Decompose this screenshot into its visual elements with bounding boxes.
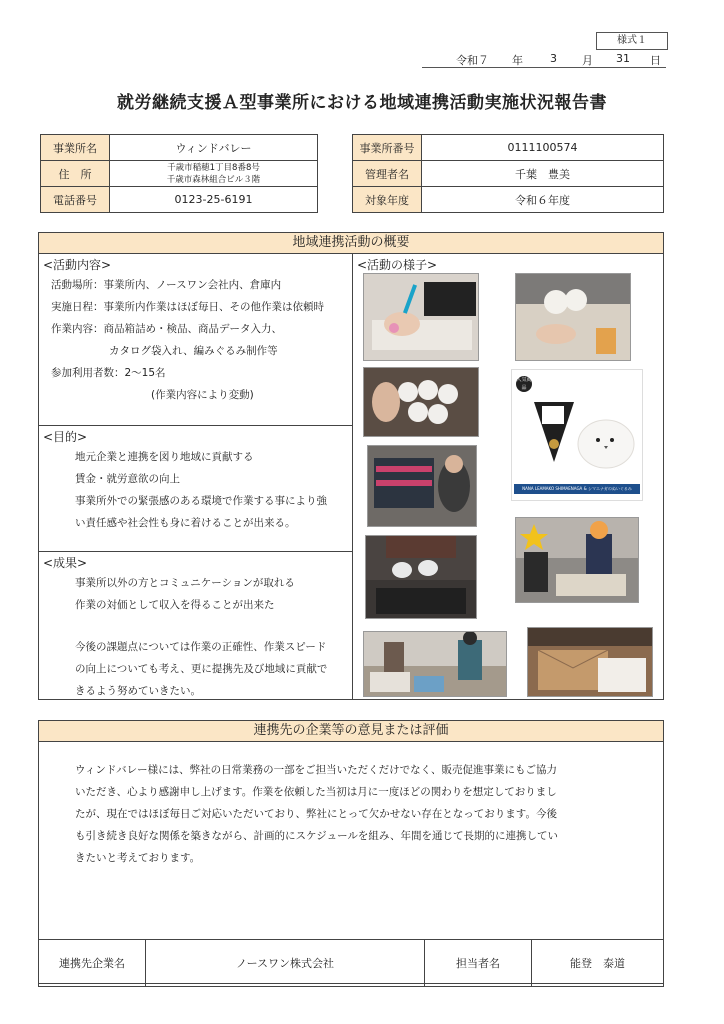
evaluation-line: も引き続き良好な関係を築きながら、計画的にスケジュールを組み、年間を通じて長期的に連携してい <box>75 830 558 842</box>
activity-photo <box>363 631 507 697</box>
results-item: の向上についても考え、更に提携先及び地域に貢献で <box>75 663 328 675</box>
partner-table <box>38 939 664 987</box>
product-illustration <box>512 370 642 480</box>
participants: 参加利用者数：2～15名 <box>51 367 166 379</box>
purpose-item: 地元企業と連携を図り地域に貢献する <box>75 451 254 463</box>
facility-name-value: ウィンドバレー <box>110 135 318 161</box>
photos-title: <活動の様子> <box>357 258 438 272</box>
manager-label: 管理者名 <box>353 161 422 187</box>
photo-warehouse-inspection <box>364 632 506 696</box>
results-item: きるよう努めていきたい。 <box>75 685 201 697</box>
results-title: <成果> <box>43 556 88 570</box>
evaluation-header: 連携先の企業等の意見または評価 <box>39 721 663 742</box>
activity-photo <box>363 367 479 437</box>
facility-info-table <box>40 134 318 213</box>
report-date <box>422 52 666 68</box>
activity-schedule: 実施日程：事業所内作業はほぼ毎日、その他作業は依頼時 <box>51 301 324 313</box>
activity-photo <box>363 273 479 361</box>
activity-photo <box>365 535 477 619</box>
results-item: 今後の課題点については作業の正確性、作業スピード <box>75 641 327 653</box>
phone-label: 電話番号 <box>41 187 110 213</box>
facility-id-table <box>352 134 664 213</box>
activity-photo <box>527 627 653 697</box>
activity-photo <box>515 273 631 361</box>
address-label: 住 所 <box>41 161 110 187</box>
partner-person-value: 能登 泰道 <box>532 940 664 987</box>
evaluation-text <box>75 759 635 869</box>
photo-plush-dolls <box>364 368 478 436</box>
activity-photo <box>367 445 477 527</box>
purpose-title: <目的> <box>43 430 88 444</box>
partner-company-label: 連携先企業名 <box>39 940 146 987</box>
date-month-unit: 月 <box>582 54 593 67</box>
partner-person-label: 担当者名 <box>425 940 532 987</box>
product-promo-image <box>511 369 643 501</box>
address-value <box>110 161 318 187</box>
overview-section <box>38 232 664 700</box>
date-day-unit: 日 <box>650 54 661 67</box>
date-year-unit: 年 <box>512 54 523 67</box>
photo-plush-making <box>516 274 630 360</box>
overview-header: 地域連携活動の概要 <box>39 233 663 254</box>
date-day: 31 <box>616 52 630 65</box>
purpose-item: 賃金・就労意欲の向上 <box>75 473 180 485</box>
results-item: 事業所以外の方とコミュニケーションが取れる <box>75 577 295 589</box>
address-line-1: 千歳市稲穂1丁目8番8号 <box>167 162 260 173</box>
page-title: 就労継続支援Ａ型事業所における地域連携活動実施状況報告書 <box>117 93 607 113</box>
photo-gloves-sorting <box>366 536 476 618</box>
facility-name-label: 事業所名 <box>41 135 110 161</box>
results-item: 作業の対価として収入を得ることが出来た <box>75 599 275 611</box>
overview-photos-column <box>353 253 663 699</box>
activity-photo <box>515 517 639 603</box>
activity-content-title: <活動内容> <box>43 258 112 272</box>
photo-cardboard-boxes <box>528 628 652 696</box>
evaluation-line: ウィンドバレー様には、弊社の日常業務の一部をご担当いただくだけでなく、販売促進事業にもご協力 <box>75 764 557 776</box>
evaluation-section <box>38 720 664 984</box>
photo-apparel-packing <box>368 446 476 526</box>
popular-badge: 人気商品 <box>516 377 532 391</box>
evaluation-line: きたいと考えております。 <box>75 852 201 864</box>
evaluation-line: たが、現在ではほぼ毎日ご対応いただいており、弊社にとって欠かせない存在となっております。今後 <box>75 808 557 820</box>
manager-value: 千葉 豊美 <box>422 161 664 187</box>
photo-warehouse-staff <box>516 518 638 602</box>
product-caption: NANA LEAMAKO SHIMAENAGA & シマエナガのぬいぐるみ <box>514 484 640 494</box>
date-era: 令和７ <box>456 54 489 67</box>
facility-number-value: 0111100574 <box>422 135 664 161</box>
form-label: 様式１ <box>596 32 668 50</box>
participants-note: (作業内容により変動) <box>151 389 254 401</box>
activity-place: 活動場所：事業所内、ノースワン会社内、倉庫内 <box>51 279 282 291</box>
phone-value: 0123-25-6191 <box>110 187 318 213</box>
target-year-label: 対象年度 <box>353 187 422 213</box>
facility-number-label: 事業所番号 <box>353 135 422 161</box>
target-year-value: 令和６年度 <box>422 187 664 213</box>
address-line-2: 千歳市森林組合ビル３階 <box>166 174 261 185</box>
photo-pc-work <box>364 274 478 360</box>
date-month: 3 <box>550 52 557 65</box>
partner-company-value: ノースワン株式会社 <box>146 940 425 987</box>
divider <box>39 425 353 426</box>
purpose-item: い責任感や社会性も身に着けることが出来る。 <box>75 517 296 529</box>
evaluation-line: いただき、心より感謝申し上げます。作業を依頼した当初は月に一度ほどの関わりを想定しておりまし <box>75 786 557 798</box>
activity-work: 作業内容：商品箱詰め・検品、商品データ入力、 <box>51 323 282 335</box>
divider <box>39 551 353 552</box>
overview-left-column <box>39 253 353 699</box>
activity-work-cont: カタログ袋入れ、編みぐるみ制作等 <box>109 345 278 357</box>
purpose-item: 事業所外での緊張感のある環境で作業する事により強 <box>75 495 327 507</box>
